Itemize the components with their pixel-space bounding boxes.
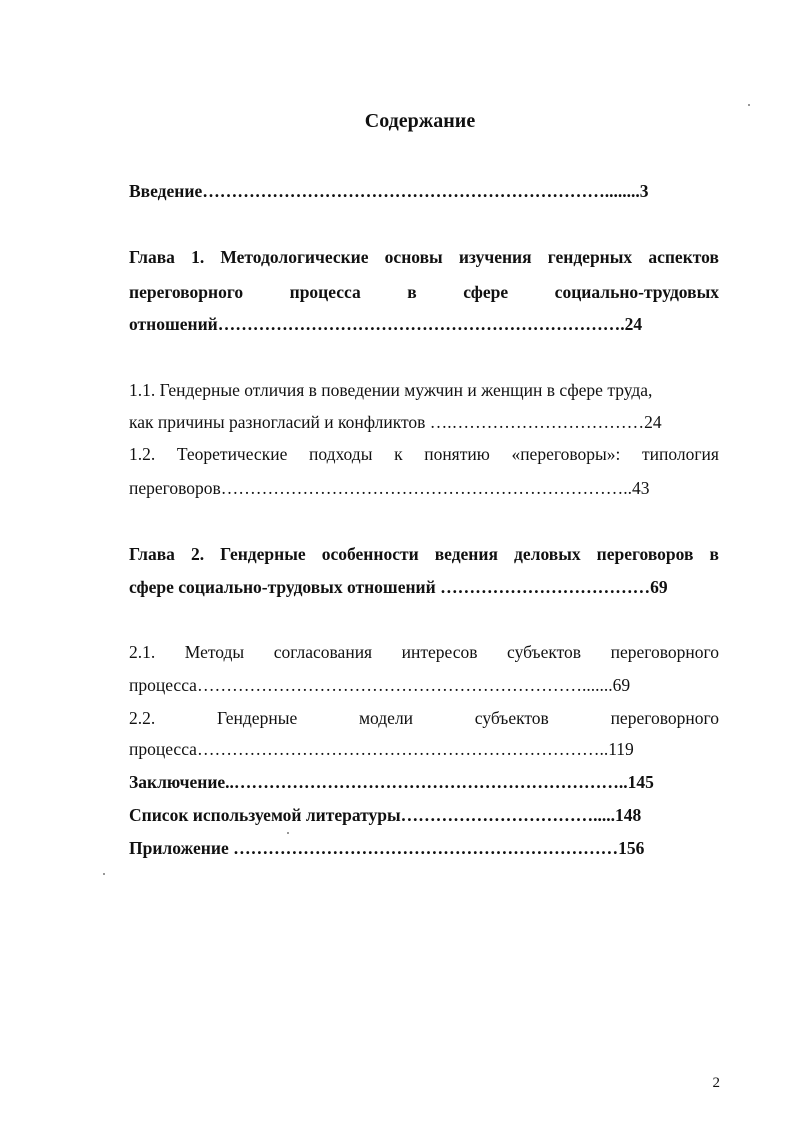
page-number: 2 [712,1075,720,1091]
toc-entry-section-2-2-line1 [129,707,719,729]
toc-word: переговорного [129,282,244,302]
toc-entry-section-2-1-line2: процесса………………………………………………………….......69 [129,675,631,695]
toc-word: субъектов [507,642,582,662]
toc-word: к [394,444,403,464]
scan-speck [103,873,105,875]
toc-word: основы [384,247,443,267]
toc-entry-section-2-2-line2: процесса……………………………………………………………..119 [129,739,634,759]
toc-word: 1. [191,247,205,267]
toc-entry-section-2-1-line1 [129,641,719,663]
toc-word: типология [641,444,719,464]
toc-word: понятию [424,444,490,464]
toc-entry-intro: Введение……………………………………………………………........3 [129,181,649,201]
toc-entry-section-1-2-line2: переговоров……………………………………………………………..43 [129,478,650,498]
scan-speck [287,832,289,834]
scan-speck [748,104,750,106]
toc-word: Методологические [220,247,369,267]
toc-word: социально-трудовых [554,282,719,302]
toc-word: 1.2. [129,444,156,464]
toc-entry-conclusion: Заключение..…………………………………………………………..145 [129,772,654,792]
toc-word: деловых [514,544,581,564]
toc-word: аспектов [648,247,719,267]
toc-word: «переговоры»: [511,444,621,464]
toc-entry-references: Список используемой литературы…………………………….....148 [129,805,642,825]
toc-word: 2. [190,544,205,564]
toc-word: модели [358,708,414,728]
toc-entry-chapter1-line1 [129,246,719,268]
toc-word: переговоров [596,544,694,564]
toc-word: Методы [184,642,245,662]
toc-entry-appendix: Приложение …………………………………………………………156 [129,838,645,858]
toc-word: Глава [129,544,175,564]
toc-word: гендерных [547,247,633,267]
toc-word: согласования [273,642,373,662]
toc-word: в [709,544,719,564]
toc-entry-chapter2-line1 [129,543,719,565]
toc-entry-section-1-2-line1 [129,443,719,465]
toc-entry-chapter2-line2: сфере социально-трудовых отношений ………………………………69 [129,577,668,597]
toc-word: сфере [463,282,509,302]
toc-word: 2.2. [129,708,156,728]
toc-word: в [407,282,417,302]
toc-word: переговорного [610,708,719,728]
toc-word: субъектов [474,708,549,728]
toc-word: ведения [434,544,498,564]
toc-word: Теоретические [176,444,288,464]
toc-word: переговорного [610,642,719,662]
toc-word: Гендерные [216,708,298,728]
toc-word: интересов [401,642,478,662]
page-title: Содержание [364,110,476,132]
toc-entry-chapter1-line3: отношений…………………………………………………………….24 [129,314,643,334]
toc-word: 2.1. [129,642,156,662]
toc-entry-section-1-1-line2: как причины разногласий и конфликтов ….……………………………24 [129,412,662,432]
toc-word: Глава [129,247,175,267]
toc-entry-section-1-1-line1: 1.1. Гендерные отличия в поведении мужчин и женщин в сфере труда, [129,380,653,400]
toc-word: изучения [458,247,532,267]
toc-entry-chapter1-line2 [129,281,719,303]
toc-word: особенности [321,544,419,564]
toc-word: подходы [308,444,373,464]
toc-word: процесса [289,282,361,302]
toc-word: Гендерные [220,544,306,564]
